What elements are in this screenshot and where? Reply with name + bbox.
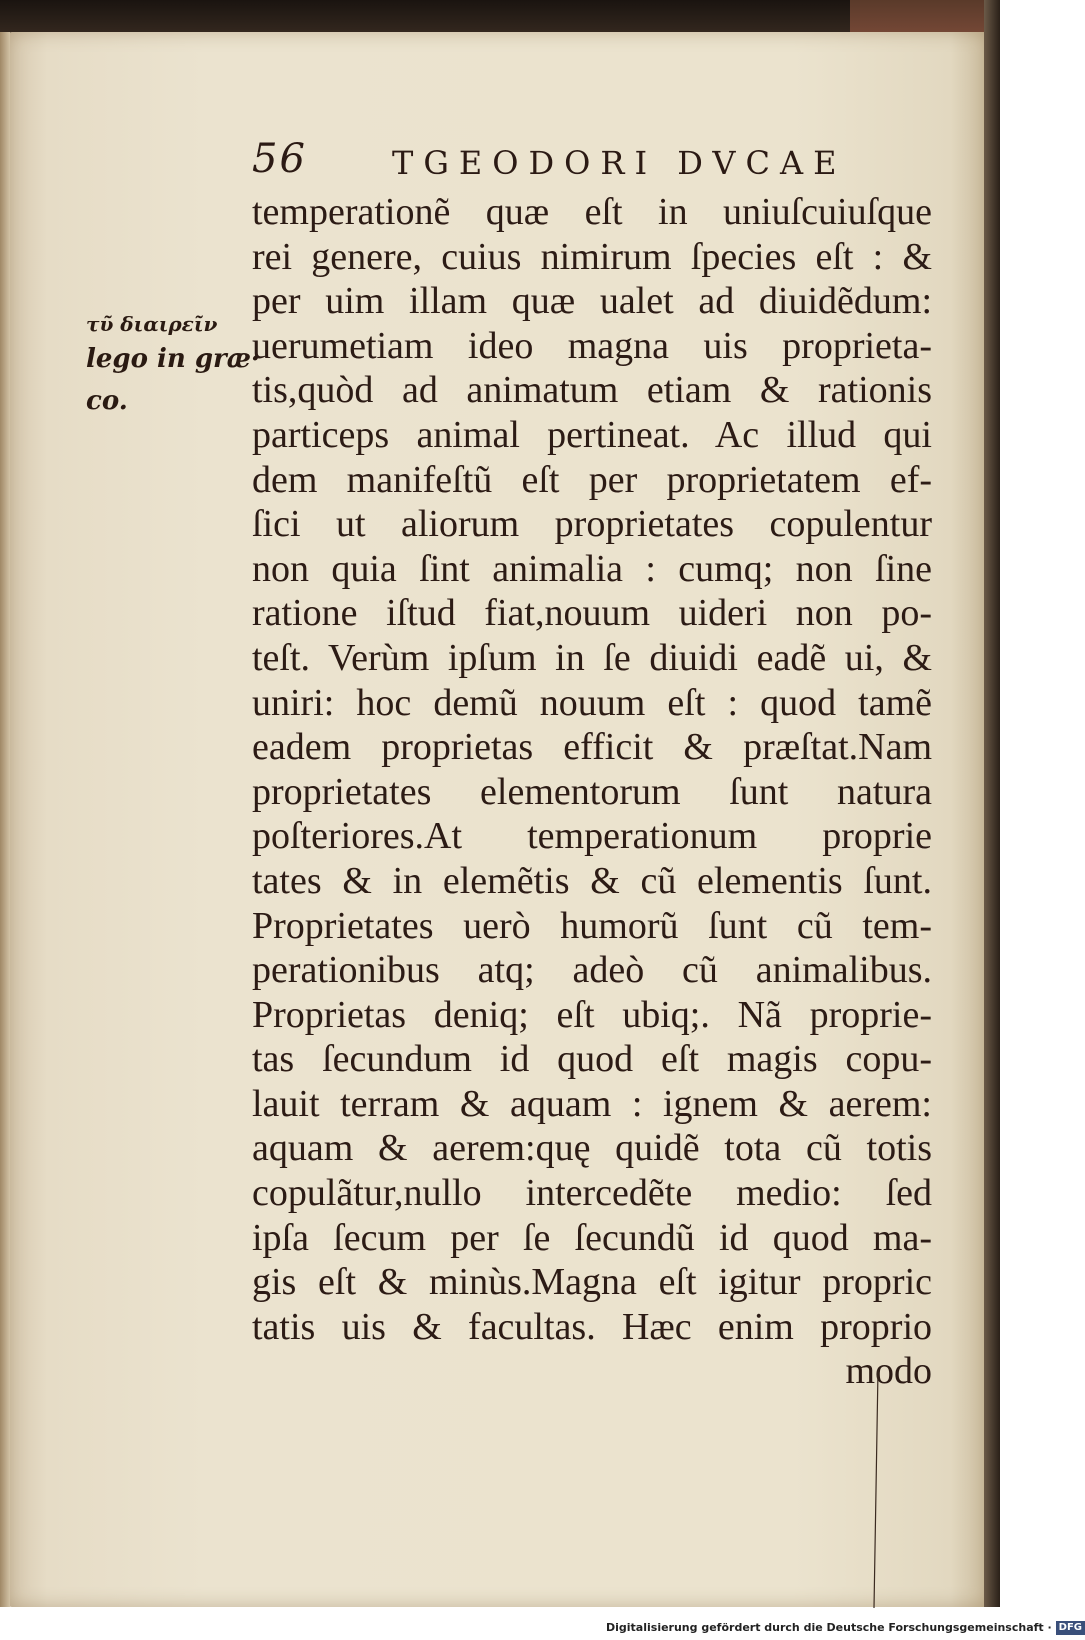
text-line: Proprietas deniq; eſt ubiq;. Nã proprie- bbox=[252, 993, 932, 1036]
text-line: poſteriores.At temperationum proprie bbox=[252, 815, 932, 858]
text-line: tis,quòd ad animatum etiam & rationis bbox=[252, 369, 932, 412]
text-line: tates & in elemẽtis & cũ elementis ſunt. bbox=[252, 859, 932, 902]
text-line: tas ſecundum id quod eſt magis copu- bbox=[252, 1038, 932, 1081]
text-line: teſt. Verùm ipſum in ſe diuidi eadẽ ui, & bbox=[252, 636, 932, 679]
pen-mark-decoration bbox=[864, 1370, 904, 1610]
text-line: ſici ut aliorum proprietates copulentur bbox=[252, 503, 932, 546]
page-number: 56 bbox=[252, 136, 307, 182]
marginal-note-greek: τῦ διαιρεῖν bbox=[86, 312, 218, 336]
page-left-edge bbox=[0, 32, 10, 1612]
text-line: Proprietates uerò humorũ ſunt cũ tem- bbox=[252, 904, 932, 947]
text-line: tatis uis & facultas. Hæc enim proprio bbox=[252, 1305, 932, 1348]
text-line: non quia ſint animalia : cumq; non ſine bbox=[252, 547, 932, 590]
text-line: temperationẽ quæ eſt in uniuſcuiuſque bbox=[252, 191, 932, 233]
text-line: uniri: hoc demũ nouum eſt : quod tamẽ bbox=[252, 681, 932, 724]
text-line: uerumetiam ideo magna uis proprieta- bbox=[252, 324, 932, 367]
credit-text: Digitalisierung gefördert durch die Deutsche Forschungsgemeinschaft · bbox=[606, 1621, 1052, 1634]
text-line: copulãtur,nullo intercedẽte medio: ſed bbox=[252, 1172, 932, 1215]
page-header bbox=[252, 136, 852, 186]
text-line: perationibus atq; adeò cũ animalibus. bbox=[252, 949, 932, 992]
text-line: rei genere, cuius nimirum ſpecies eſt : & bbox=[252, 235, 932, 278]
text-line: ratione iſtud fiat,nouum uideri non po- bbox=[252, 592, 932, 635]
marginal-note bbox=[86, 310, 260, 422]
marginal-note-line2: co. bbox=[86, 386, 128, 416]
text-line: dem manifeſtũ eſt per proprietatem ef- bbox=[252, 458, 932, 501]
marginal-note-line1: lego in græ· bbox=[86, 344, 260, 374]
catchword: modo bbox=[845, 1350, 932, 1393]
text-line: eadem proprietas efficit & præſtat.Nam bbox=[252, 726, 932, 769]
text-line: lauit terram & aquam : ignem & aerem: bbox=[252, 1082, 932, 1125]
text-line: ipſa ſecum per ſe ſecundũ id quod ma- bbox=[252, 1216, 932, 1259]
text-line: proprietates elementorum ſunt natura bbox=[252, 770, 932, 813]
text-line: gis eſt & minùs.Magna eſt igitur propric bbox=[252, 1261, 932, 1304]
text-line: particeps animal pertineat. Ac illud qui bbox=[252, 413, 932, 456]
text-line: per uim illam quæ ualet ad diuidẽdum: bbox=[252, 280, 932, 323]
dfg-logo: DFG bbox=[1056, 1621, 1085, 1635]
text-line: aquam & aerem:quę quidẽ tota cũ totis bbox=[252, 1127, 932, 1170]
digitization-credit bbox=[606, 1618, 1085, 1638]
binding-right-edge bbox=[984, 0, 1000, 1612]
body-text bbox=[252, 190, 932, 1394]
running-head: TGEODORI DVCAE bbox=[392, 144, 847, 182]
